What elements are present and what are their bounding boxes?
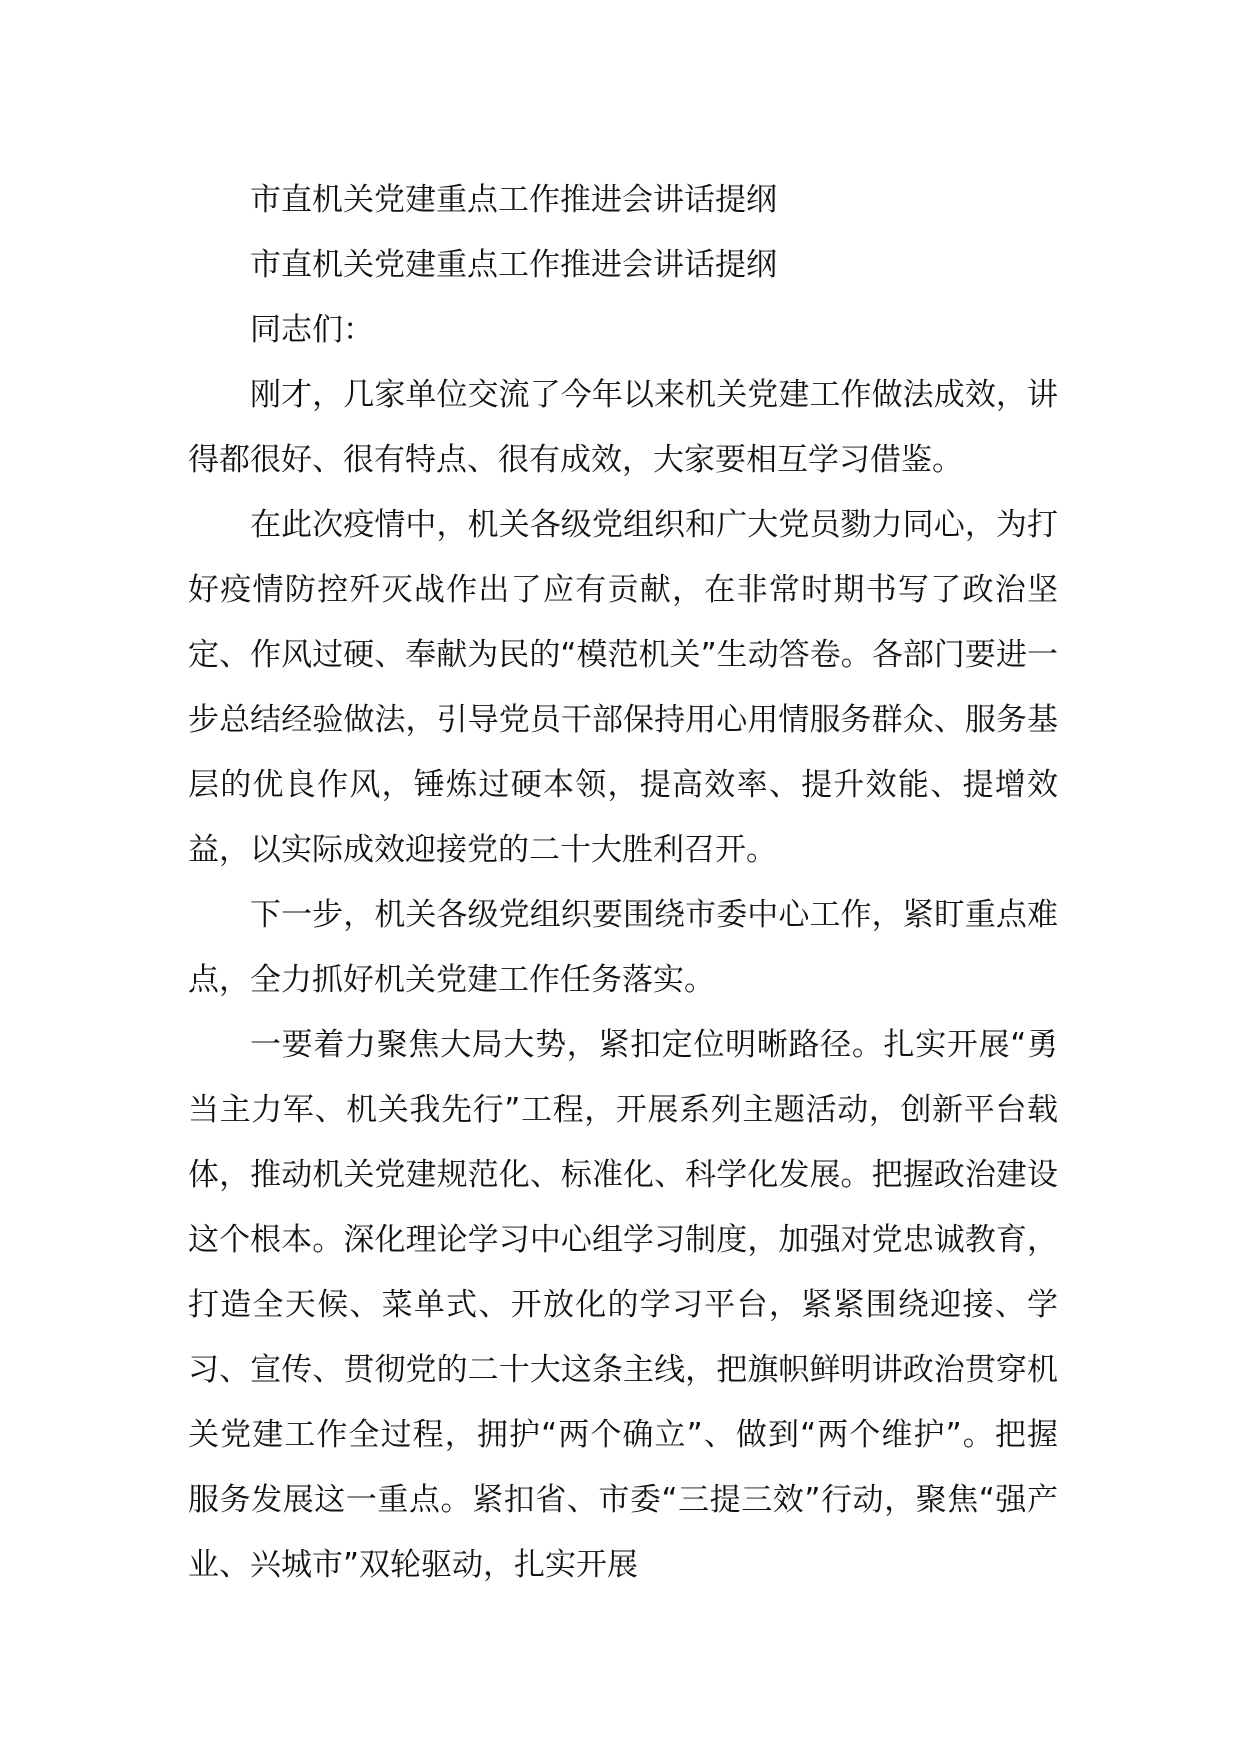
document-title: 市直机关党建重点工作推进会讲话提纲 (250, 182, 777, 218)
paragraph-3: 下一步，机关各级党组织要围绕市委中心工作，紧盯重点难点，全力抓好机关党建工作任务落实。 (188, 897, 1058, 998)
document-body (188, 168, 1058, 1598)
document-title-repeat: 市直机关党建重点工作推进会讲话提纲 (250, 247, 777, 283)
paragraph-1: 刚才，几家单位交流了今年以来机关党建工作做法成效，讲得都很好、很有特点、很有成效，大家要相互学习借鉴。 (188, 377, 1058, 478)
salutation: 同志们： (250, 312, 374, 348)
paragraph-2: 在此次疫情中，机关各级党组织和广大党员勠力同心，为打好疫情防控歼灭战作出了应有贡献，在非常时期书写了政治坚定、作风过硬、奉献为民的“模范机关”生动答卷。各部门要进一步总结经验做法，引导党员干部保持用心用情服务群众、服务基层的优良作风，锤炼过硬本领，提高效率、提升效能、提增效益，以实际成效迎接党的二十大胜利召开。 (188, 507, 1058, 868)
paragraph-4: 一要着力聚焦大局大势，紧扣定位明晰路径。扎实开展“勇当主力军、机关我先行”工程，开展系列主题活动，创新平台载体，推动机关党建规范化、标准化、科学化发展。把握政治建设这个根本。深化理论学习中心组学习制度，加强对党忠诚教育，打造全天候、菜单式、开放化的学习平台，紧紧围绕迎接、学习、宣传、贯彻党的二十大这条主线，把旗帜鲜明讲政治贯穿机关党建工作全过程，拥护“两个确立”、做到“两个维护”。把握服务发展这一重点。紧扣省、市委“三提三效”行动，聚焦“强产业、兴城市”双轮驱动，扎实开展 (188, 1027, 1058, 1583)
